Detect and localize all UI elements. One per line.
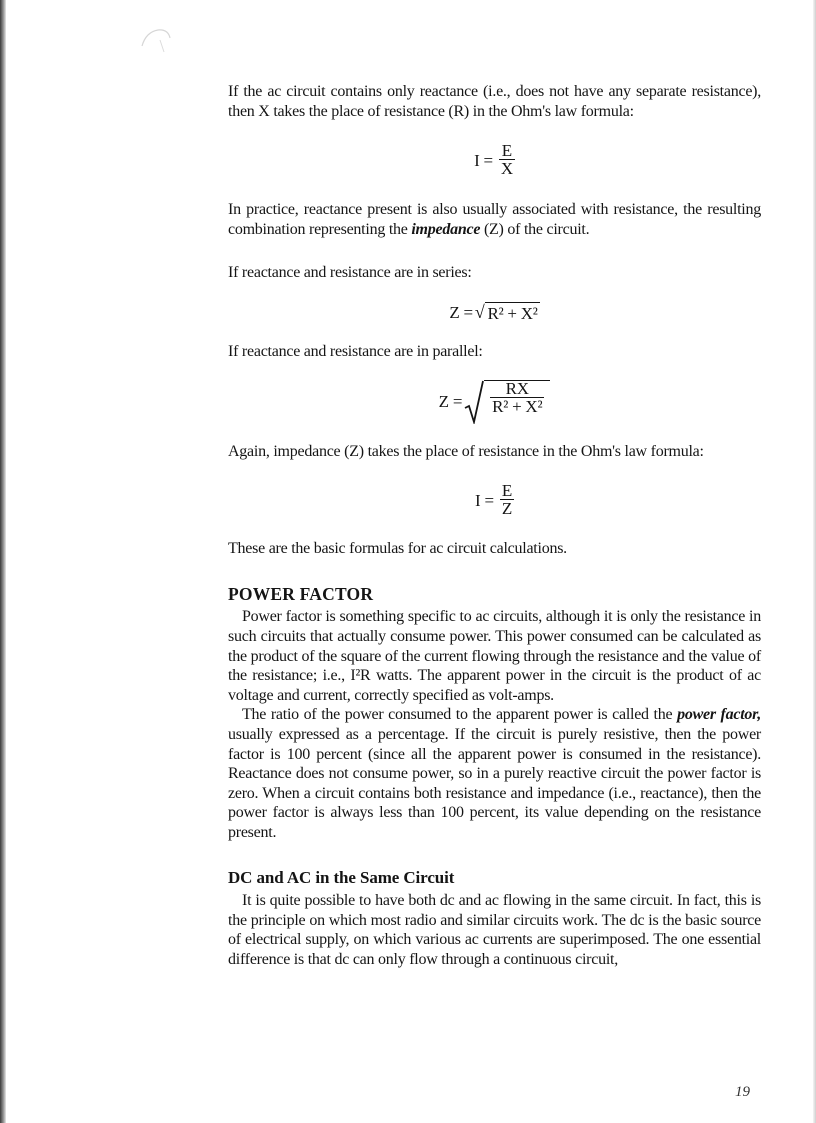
formula-equals: =	[484, 490, 494, 510]
pf-text-end: usually expressed as a percentage. If the circuit is purely resistive, then the power factor is 100 percent (since all the apparent power is consumed in the resistance). Reactance does not consume power, so in a purely reactive circuit the power factor is zero. When a circuit contains both resistance and impedance (i.e., reactance), then the power factor is always less than 100 percent, its value depending on the resistance present.	[228, 725, 761, 841]
series-paragraph: If reactance and resistance are in series:	[228, 264, 472, 282]
dc-ac-paragraph: It is quite possible to have both dc and ac flowing in the same circuit. In fact, this is the principle on which most radio and similar circuits work. The dc is the basic source of electrical supply, on which various ac currents are superimposed. The one essential difference is that dc can only flow through a continuous circuit,	[228, 892, 761, 968]
fraction-numerator: E	[501, 481, 512, 501]
parallel-paragraph: If reactance and resistance are in parallel:	[228, 342, 483, 360]
radicand	[484, 380, 550, 424]
dc-ac-heading: DC and AC in the Same Circuit	[228, 868, 455, 888]
parallel-impedance-formula	[228, 380, 761, 424]
square-root	[475, 302, 540, 323]
radical-sign	[464, 380, 484, 424]
radical-sign: √	[474, 301, 485, 322]
corner-pencil-mark	[140, 26, 174, 56]
impedance-term: impedance	[411, 220, 481, 238]
ohm-law-reactance-formula	[228, 143, 761, 177]
formula-fraction	[490, 378, 544, 416]
formula-lhs: Z	[449, 302, 460, 322]
power-factor-term: power factor,	[677, 706, 762, 724]
formula-lhs: I	[474, 150, 480, 170]
fraction-denominator: X	[500, 159, 513, 179]
ohm-law-impedance-formula	[228, 483, 761, 517]
fraction-denominator: Z	[501, 499, 512, 519]
basic-formulas-paragraph: These are the basic formulas for ac circuit calculations.	[228, 540, 567, 558]
formula-lhs: Z	[438, 392, 449, 412]
formula-fraction	[499, 143, 515, 177]
fraction-denominator: R² + X²	[492, 396, 543, 416]
formula-equals: =	[463, 302, 473, 322]
formula-equals: =	[452, 392, 463, 412]
pf-text: The ratio of the power consumed to the apparent power is called the	[242, 706, 678, 724]
power-factor-paragraph-1: Power factor is something specific to ac circuits, although it is only the resistance in such circuits that actually consume power. This power consumed can be calculated as the product of the square of the current flowing through the resistance and the value of the resistance; i.e., I²R watts. The apparent power in the circuit is the product of ac voltage and current, correctly specified as volt-amps.	[228, 608, 761, 704]
power-factor-paragraph-2	[228, 705, 761, 842]
radicand: R² + X²	[487, 303, 538, 323]
practice-text: In practice, reactance present is also usually associated with resistance, the resulting combination representing the	[228, 201, 761, 238]
square-root	[464, 380, 550, 424]
intro-paragraph: If the ac circuit contains only reactance (i.e., does not have any separate resistance), then X takes the place of resistance (R) in the Ohm's law formula:	[228, 83, 761, 120]
page-number: 19	[735, 1084, 750, 1100]
practice-text-end: (Z) of the circuit.	[480, 220, 590, 238]
formula-equals: =	[483, 150, 493, 170]
fraction-numerator: RX	[505, 378, 529, 398]
power-factor-heading: POWER FACTOR	[228, 583, 374, 604]
series-impedance-formula	[228, 302, 761, 323]
again-paragraph: Again, impedance (Z) takes the place of resistance in the Ohm's law formula:	[228, 442, 704, 460]
book-spine-shadow	[0, 0, 6, 1123]
fraction-numerator: E	[501, 141, 512, 161]
page-body	[228, 82, 761, 969]
formula-fraction	[500, 483, 514, 517]
formula-lhs: I	[475, 490, 481, 510]
practice-paragraph	[228, 200, 761, 239]
